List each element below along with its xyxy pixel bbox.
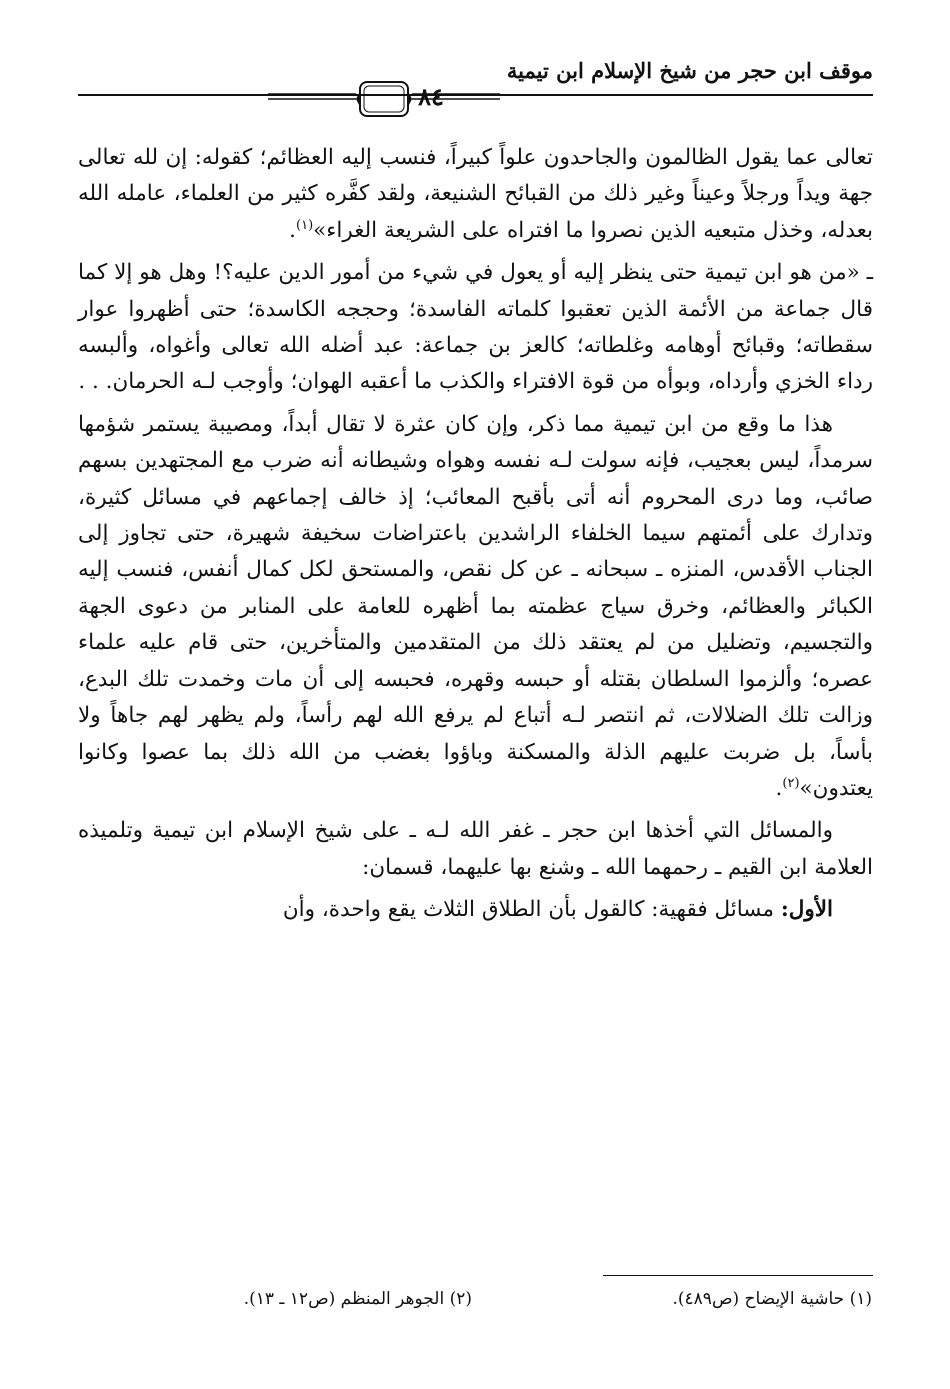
paragraph-5-text: مسائل فقهية: كالقول بأن الطلاق الثلاث يقع واحدة، وأن: [282, 897, 781, 923]
paragraph-1-end: .: [289, 217, 296, 243]
paragraph-5: [78, 892, 873, 928]
paragraph-3: [78, 407, 873, 807]
main-text: [78, 140, 873, 935]
paragraph-1-text: تعالى عما يقول الظالمون والجاحدون علواً كبيراً، فنسب إليه العظائم؛ كقوله: إن لله تعالى جهة ويداً ورجلاً وعيناً وغير ذلك من القبائح الشنيعة، ولقد كفَّره كثير من العلماء، عامله الله بعدله، وخذل متبعيه الذين نصروا ما افتراه على الشريعة الغراء»: [78, 145, 873, 243]
page-header: [78, 58, 873, 128]
footnote-1: (١) حاشية الإيضاح (ص٤٨٩).: [672, 1289, 872, 1309]
footnote-ref-1: (١): [296, 217, 314, 233]
running-title: موقف ابن حجر من شيخ الإسلام ابن تيمية: [506, 58, 873, 83]
page-number: ٨٤: [418, 82, 444, 111]
paragraph-4: والمسائل التي أخذها ابن حجر ـ غفر الله لـه ـ على شيخ الإسلام ابن تيمية وتلميذه العلامة ابن القيم ـ رحمهما الله ـ وشنع بها عليهما، قسمان:: [78, 818, 873, 880]
paragraph-3-end: .: [775, 775, 783, 801]
paragraph-3-text: هذا ما وقع من ابن تيمية مما ذكر، وإن كان عثرة لا تقال أبداً، ومصيبة يستمر شؤمها سرمداً، ليس بعجيب، فإنه سولت لـه نفسه وهواه وشيطانه أنه ضرب مع المجتهدين بسهم صائب، وما درى المحروم أنه أتى بأقبح المعائب؛ إذ خالف إجماعهم في مسائل كثيرة، وتدارك على أئمتهم سيما الخلفاء الراشدين باعتراضات سخيفة شهيرة، حتى تجاوز إلى الجناب الأقدس، المنزه ـ سبحانه ـ عن كل نقص، والمستحق لكل كمال أنفس، فنسب إليه الكبائر والعظائم، وخرق سياج عظمته بما أظهره للعامة على المنابر من دعوى الجهة والتجسيم، وتضليل من لم يعتقد ذلك من المتقدمين والمتأخرين، حتى قام عليه علماء عصره؛ وألزموا السلطان بقتله أو حبسه وقهره، فحبسه إلى أن مات وخمدت تلك البدع، وزالت تلك الضلالات، ثم انتصر لـه أتباع لم يرفع الله لهم رأساً، ولم يظهر لهم جاهاً ولا بأساً، بل ضربت عليهم الذلة والمسكنة وباؤوا بغضب من الله ذلك بما عصوا وكانوا يعتدون»: [78, 411, 873, 801]
footnote-rule: [603, 1275, 873, 1276]
paragraph-5-label: الأول:: [780, 897, 833, 923]
paragraph-1: [78, 140, 873, 249]
footnotes: [77, 1289, 872, 1319]
paragraph-2: ـ «من هو ابن تيمية حتى ينظر إليه أو يعول في شيء من أمور الدين عليه؟! وهل هو إلا كما قال جماعة من الأئمة الذين تعقبوا كلماته الفاسدة؛ وحججه الكاسدة؛ حتى أظهروا عوار سقطاته؛ وقبائح أوهامه وغلطاته؛ كالعز بن جماعة: عبد أضله الله تعالى وأغواه، وألبسه رداء الخزي وأرداه، وبوأه من قوة الافتراء والكذب ما أعقبه الهوان؛ وأوجب لـه الحرمان. . .: [78, 260, 873, 395]
footnote-2: (٢) الجوهر المنظم (ص١٢ ـ ١٣).: [243, 1289, 472, 1309]
footnote-ref-2: (٢): [782, 775, 800, 791]
